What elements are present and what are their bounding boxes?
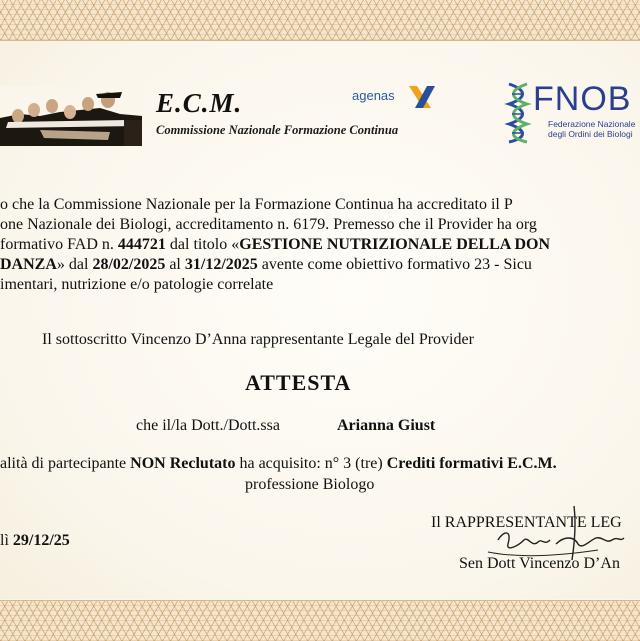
fad-label: formativo FAD n.	[0, 236, 118, 253]
ecm-logo-title: E.C.M.	[156, 88, 243, 118]
date-from-label: » dal	[56, 256, 93, 273]
bottom-decorative-border	[0, 600, 640, 641]
fnob-logo-subtitle	[548, 119, 635, 139]
participant-label: che il/la Dott./Dott.ssa	[136, 417, 280, 434]
fnob-logo-text: FNOB	[533, 80, 632, 118]
ecm-painting-logo	[0, 86, 142, 146]
end-date: 31/12/2025	[184, 256, 258, 273]
ecm-logo-subtitle: Commissione Nazionale Formazione Continua	[156, 123, 399, 137]
representative-title: Il RAPPRESENTANTE LEG	[431, 514, 622, 531]
participant-status: NON Reclutato	[130, 455, 236, 472]
representative-name: Sen Dott Vincenzo D’An	[459, 555, 620, 572]
fnob-subtitle-line2: degli Ordini dei Biologi	[548, 129, 633, 139]
agenas-logo-icon	[405, 82, 439, 112]
title-label: dal titolo «	[165, 236, 240, 253]
participant-name: Arianna Giust	[337, 417, 436, 434]
course-title-part1: GESTIONE NUTRIZIONALE DELLA DON	[239, 236, 550, 253]
event-number: 444721	[117, 236, 166, 253]
profession-line: professione Biologo	[245, 476, 375, 493]
course-title-part2: DANZA	[0, 256, 57, 273]
issue-date: 29/12/25	[12, 532, 70, 549]
credits-count-text: ha acquisito: n° 3 (tre)	[235, 455, 387, 472]
date-to-label: al	[165, 256, 185, 273]
qualifier-text: alità di partecipante	[0, 455, 131, 472]
body-line-2: one Nazionale dei Biologi, accreditamento n. 6179. Premesso che il Provider ha org	[0, 216, 537, 233]
agenas-logo-text: agenas	[352, 88, 395, 103]
credits-line	[0, 455, 557, 473]
issue-date-prefix: lì	[0, 532, 13, 549]
top-decorative-border	[0, 0, 640, 41]
body-line-1: o che la Commissione Nazionale per la Formazione Continua ha accreditato il P	[0, 196, 513, 213]
credits-label: Crediti formativi E.C.M.	[386, 455, 557, 472]
body-line-5: imentari, nutrizione e/o patologie correlate	[0, 276, 274, 293]
body-line-3	[0, 236, 550, 254]
issue-date-line	[0, 532, 70, 550]
attesta-heading: ATTESTA	[245, 370, 352, 395]
start-date: 28/02/2025	[92, 256, 166, 273]
fnob-helix-icon	[503, 80, 533, 146]
fnob-subtitle-line1: Federazione Nazionale	[548, 119, 636, 129]
body-line-4	[0, 256, 532, 274]
objective-text: avente come obiettivo formativo 23 - Sicu	[257, 256, 532, 273]
signatory-statement: Il sottoscritto Vincenzo D’Anna rappresentante Legale del Provider	[42, 331, 474, 348]
